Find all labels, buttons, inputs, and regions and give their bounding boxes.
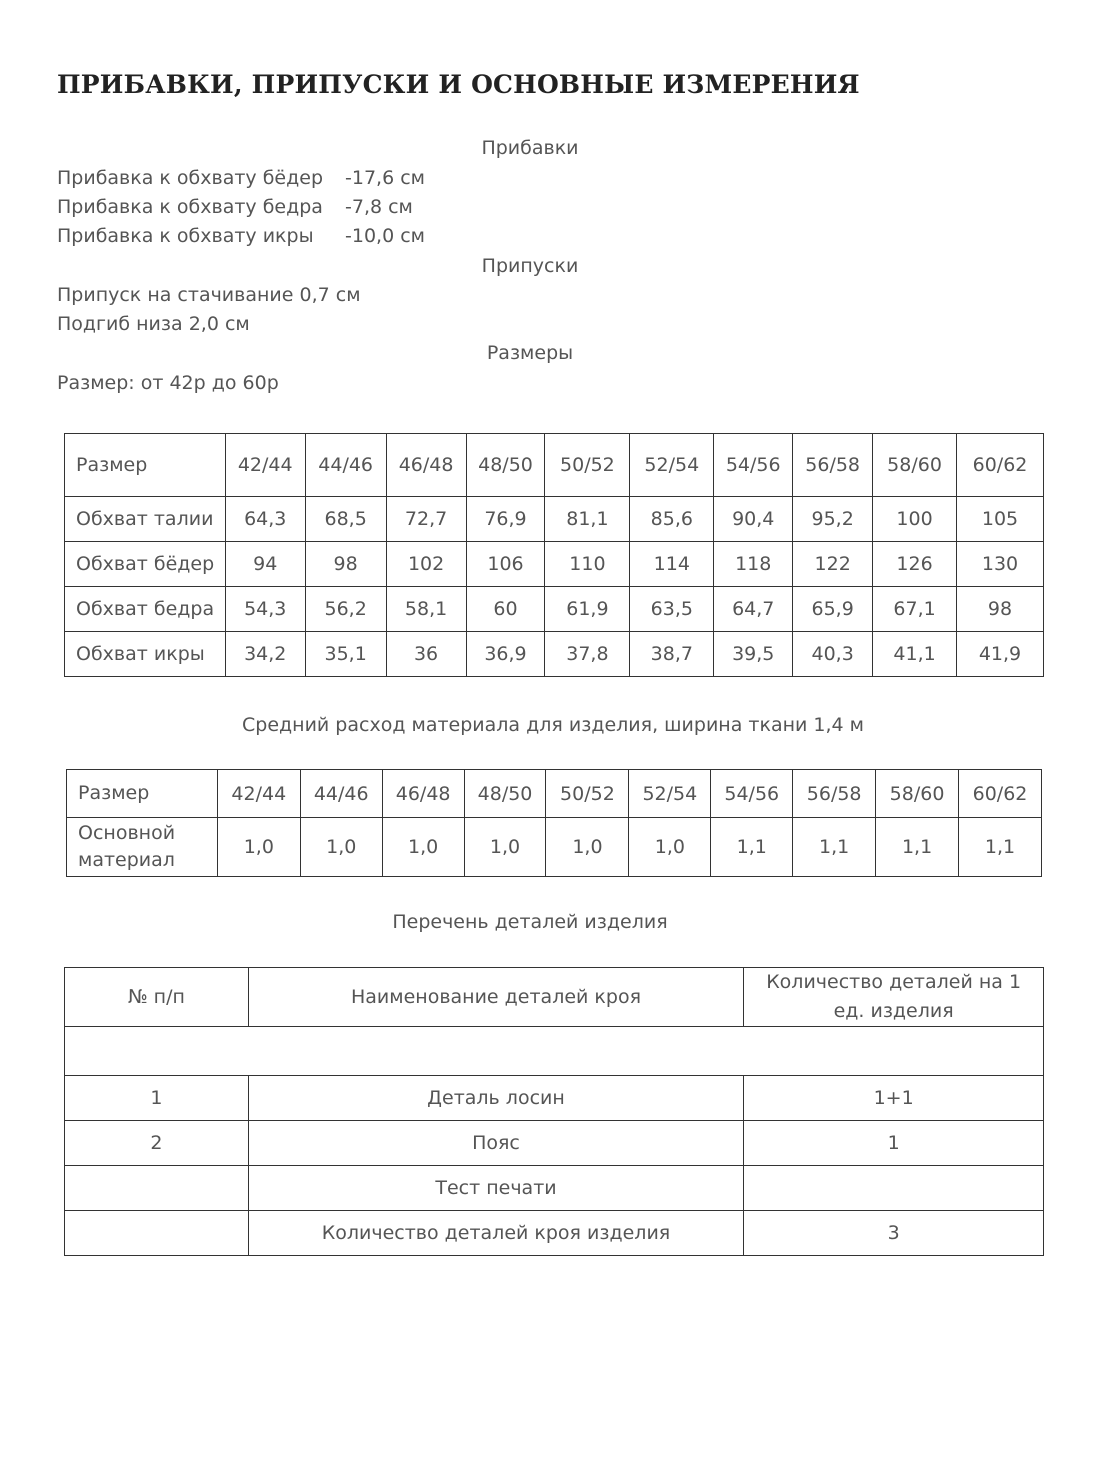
- table-row: [65, 542, 1044, 587]
- size-header-cell: 44/46: [300, 770, 382, 818]
- table-cell: 34,2: [225, 632, 305, 677]
- sizes-heading: Размеры: [486, 342, 574, 364]
- table-cell: 114: [630, 542, 714, 587]
- header-line: ед. изделия: [833, 1000, 954, 1022]
- table-cell: 98: [305, 542, 386, 587]
- table-cell: 67,1: [873, 587, 957, 632]
- header-cell: Размер: [67, 770, 218, 818]
- consumption-heading: Средний расход материала для изделия, ширина ткани 1,4 м: [242, 714, 864, 736]
- table-row: [65, 1076, 1044, 1121]
- row-label-cell: [67, 818, 218, 877]
- table-cell: 61,9: [545, 587, 630, 632]
- table-cell: Тест печати: [248, 1166, 743, 1211]
- table-row: [65, 587, 1044, 632]
- size-header-cell: 54/56: [711, 770, 793, 818]
- table-cell: 1,0: [629, 818, 711, 877]
- table-row: [65, 632, 1044, 677]
- size-header-cell: 50/52: [546, 770, 629, 818]
- empty-cell: [65, 1027, 1044, 1076]
- table-cell: 1,0: [217, 818, 300, 877]
- table-cell: 1,1: [876, 818, 959, 877]
- table-cell: 65,9: [793, 587, 873, 632]
- size-measurements-table: [64, 433, 1044, 677]
- row-label-cell: Обхват талии: [65, 497, 226, 542]
- table-cell: 1,1: [959, 818, 1042, 877]
- empty-row: [65, 1027, 1044, 1076]
- table-cell: 1: [744, 1121, 1044, 1166]
- table-cell: 41,9: [957, 632, 1044, 677]
- allowance-value: -17,6 см: [345, 167, 425, 189]
- table-cell: 64,3: [225, 497, 305, 542]
- row-label-line: Основной: [78, 822, 176, 844]
- allowance-label: Прибавка к обхвату икры: [57, 225, 314, 247]
- table-cell: 1,1: [793, 818, 876, 877]
- table-cell: 2: [65, 1121, 249, 1166]
- table-cell: 68,5: [305, 497, 386, 542]
- allowance-hips: [57, 167, 425, 189]
- row-label-line: материал: [78, 849, 175, 871]
- table-row: [67, 818, 1042, 877]
- table-cell: [65, 1166, 249, 1211]
- table-cell: 72,7: [386, 497, 466, 542]
- details-heading: Перечень деталей изделия: [392, 911, 668, 933]
- table-row: [65, 1121, 1044, 1166]
- table-cell: 38,7: [630, 632, 714, 677]
- table-cell: 58,1: [386, 587, 466, 632]
- row-label-cell: Обхват бёдер: [65, 542, 226, 587]
- table-cell: 1,0: [382, 818, 464, 877]
- table-header-row: [67, 770, 1042, 818]
- table-row: [65, 1211, 1044, 1256]
- table-cell: 110: [545, 542, 630, 587]
- table-cell: 37,8: [545, 632, 630, 677]
- size-header-cell: 52/54: [629, 770, 711, 818]
- table-row: [65, 1166, 1044, 1211]
- table-cell: Количество деталей кроя изделия: [248, 1211, 743, 1256]
- header-line: Количество деталей на 1: [766, 971, 1022, 993]
- table-cell: 1,0: [300, 818, 382, 877]
- size-header-cell: 56/58: [793, 434, 873, 497]
- size-range: Размер: от 42р до 60р: [57, 372, 279, 394]
- size-header-cell: 42/44: [225, 434, 305, 497]
- allowance-value: -7,8 см: [345, 196, 413, 218]
- size-header-cell: 48/50: [464, 770, 546, 818]
- table-cell: 1: [65, 1076, 249, 1121]
- table-cell: [65, 1211, 249, 1256]
- table-cell: 1,0: [464, 818, 546, 877]
- size-header-cell: 60/62: [959, 770, 1042, 818]
- allowances-heading: Прибавки: [481, 137, 579, 159]
- table-cell: 106: [466, 542, 545, 587]
- seam-allowances-heading: Припуски: [481, 255, 579, 277]
- size-header-cell: 44/46: [305, 434, 386, 497]
- table-cell: 56,2: [305, 587, 386, 632]
- table-cell: 1+1: [744, 1076, 1044, 1121]
- table-cell: 3: [744, 1211, 1044, 1256]
- table-cell: 1,1: [711, 818, 793, 877]
- page-title: ПРИБАВКИ, ПРИПУСКИ И ОСНОВНЫЕ ИЗМЕРЕНИЯ: [57, 70, 860, 99]
- table-cell: 102: [386, 542, 466, 587]
- size-header-cell: 52/54: [630, 434, 714, 497]
- allowance-value: -10,0 см: [345, 225, 425, 247]
- size-header-cell: 58/60: [873, 434, 957, 497]
- table-header-row: [65, 434, 1044, 497]
- table-cell: 95,2: [793, 497, 873, 542]
- allowance-label: Прибавка к обхвату бёдер: [57, 167, 323, 189]
- table-cell: Пояс: [248, 1121, 743, 1166]
- size-header-cell: 58/60: [876, 770, 959, 818]
- table-cell: 39,5: [714, 632, 793, 677]
- size-header-cell: 42/44: [217, 770, 300, 818]
- table-cell: [744, 1166, 1044, 1211]
- header-cell: [744, 968, 1044, 1027]
- table-cell: 100: [873, 497, 957, 542]
- seam-allowance-line: Припуск на стачивание 0,7 см: [57, 284, 361, 306]
- table-cell: 98: [957, 587, 1044, 632]
- table-row: [65, 497, 1044, 542]
- table-cell: 54,3: [225, 587, 305, 632]
- table-cell: 105: [957, 497, 1044, 542]
- table-cell: 85,6: [630, 497, 714, 542]
- size-header-cell: 46/48: [382, 770, 464, 818]
- header-cell: Наименование деталей кроя: [248, 968, 743, 1027]
- size-header-cell: 54/56: [714, 434, 793, 497]
- hem-allowance-line: Подгиб низа 2,0 см: [57, 313, 250, 335]
- table-cell: 41,1: [873, 632, 957, 677]
- table-cell: 36: [386, 632, 466, 677]
- table-cell: 35,1: [305, 632, 386, 677]
- table-cell: 60: [466, 587, 545, 632]
- cut-details-table: [64, 967, 1044, 1256]
- size-header-cell: 56/58: [793, 770, 876, 818]
- header-cell: № п/п: [65, 968, 249, 1027]
- table-cell: 63,5: [630, 587, 714, 632]
- material-consumption-table: [66, 769, 1042, 877]
- table-cell: 118: [714, 542, 793, 587]
- row-label-cell: Обхват икры: [65, 632, 226, 677]
- table-cell: 94: [225, 542, 305, 587]
- table-cell: 40,3: [793, 632, 873, 677]
- table-cell: 36,9: [466, 632, 545, 677]
- table-header-row: [65, 968, 1044, 1027]
- size-header-cell: 50/52: [545, 434, 630, 497]
- table-cell: 130: [957, 542, 1044, 587]
- allowance-thigh: [57, 196, 413, 218]
- size-header-cell: 48/50: [466, 434, 545, 497]
- table-cell: 81,1: [545, 497, 630, 542]
- table-cell: 64,7: [714, 587, 793, 632]
- row-label-cell: Обхват бедра: [65, 587, 226, 632]
- table-cell: 76,9: [466, 497, 545, 542]
- table-cell: 90,4: [714, 497, 793, 542]
- allowance-label: Прибавка к обхвату бедра: [57, 196, 323, 218]
- table-cell: 126: [873, 542, 957, 587]
- size-header-cell: 46/48: [386, 434, 466, 497]
- allowance-calf: [57, 225, 425, 247]
- table-cell: 122: [793, 542, 873, 587]
- table-cell: Деталь лосин: [248, 1076, 743, 1121]
- table-cell: 1,0: [546, 818, 629, 877]
- header-cell: Размер: [65, 434, 226, 497]
- size-header-cell: 60/62: [957, 434, 1044, 497]
